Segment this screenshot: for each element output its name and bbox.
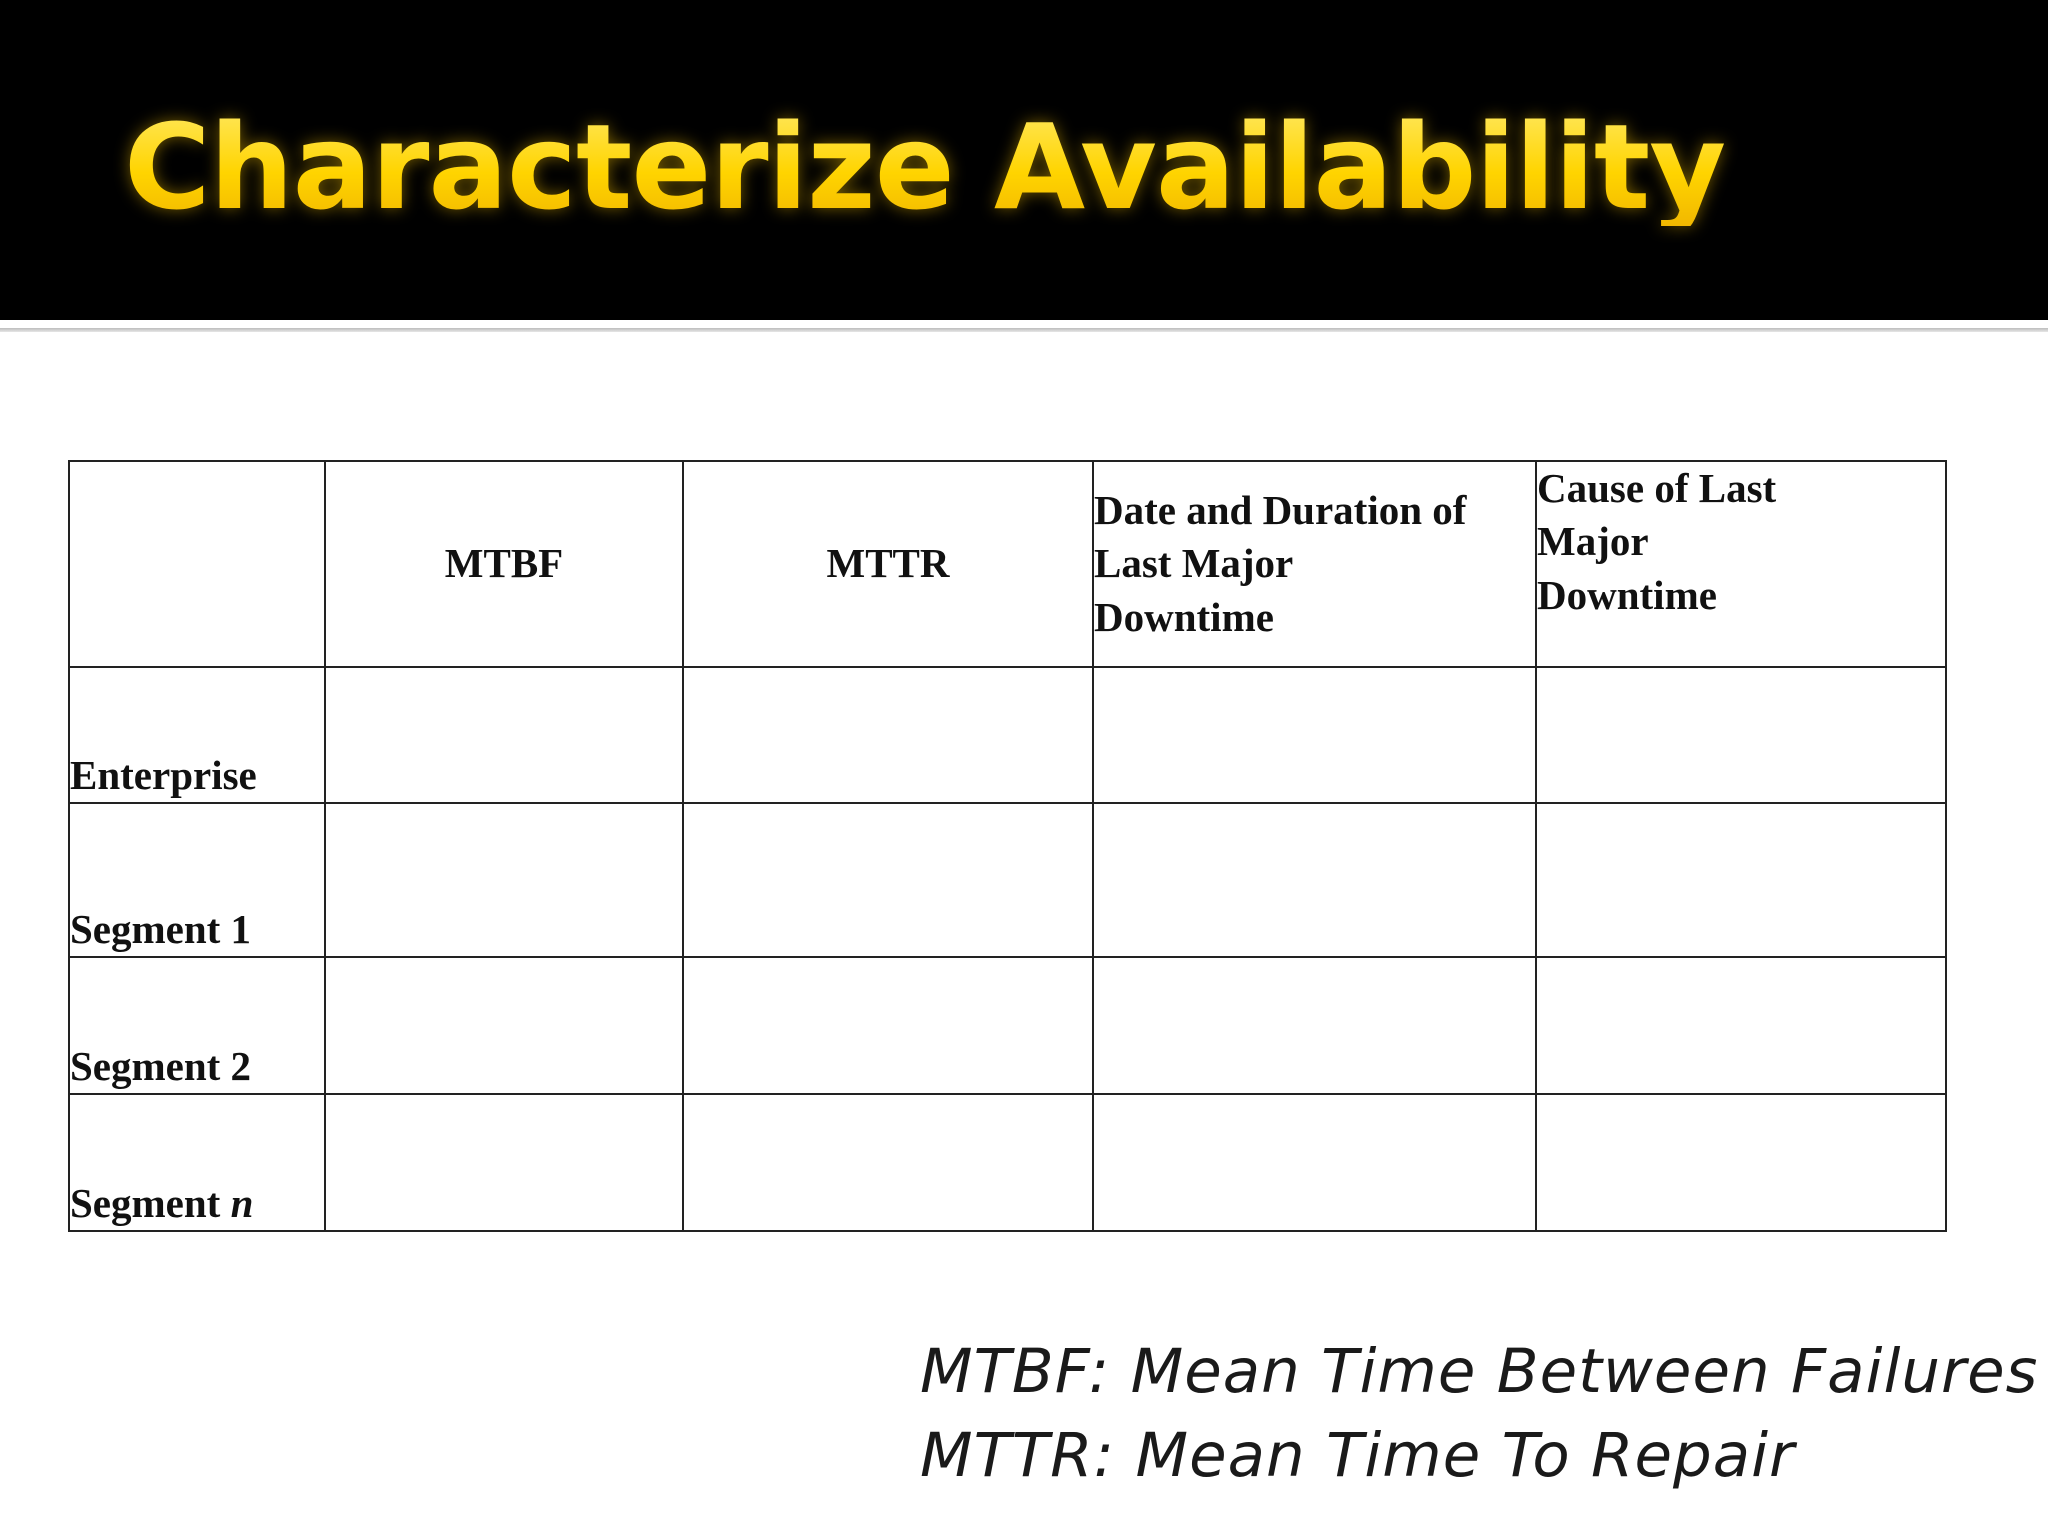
table-row (69, 803, 1946, 957)
row-label-suffix: n (230, 1179, 254, 1226)
header-cause-line: Downtime (1537, 571, 1717, 618)
cause-cell[interactable] (1536, 1094, 1946, 1231)
mttr-cell[interactable] (683, 957, 1093, 1094)
mttr-cell[interactable] (683, 667, 1093, 803)
mtbf-cell[interactable] (325, 667, 683, 803)
mtbf-cell[interactable] (325, 803, 683, 957)
header-mttr: MTTR (683, 461, 1093, 667)
table-header-row (69, 461, 1946, 667)
note-mttr: MTTR: Mean Time To Repair (920, 1420, 1796, 1491)
row-label-text: Segment (70, 1179, 231, 1226)
date-duration-cell[interactable] (1093, 1094, 1536, 1231)
mttr-cell[interactable] (683, 803, 1093, 957)
row-label-enterprise (69, 667, 325, 803)
header-cause-line: Cause of Last (1537, 465, 1777, 511)
header-date-duration-line: Date and Duration of (1094, 487, 1467, 534)
title-bar (0, 0, 2048, 320)
header-cause-line: Major (1537, 518, 1649, 565)
header-empty-cell (69, 461, 325, 667)
table-row (69, 957, 1946, 1094)
note-mtbf: MTBF: Mean Time Between Failures (920, 1336, 2039, 1407)
date-duration-cell[interactable] (1093, 667, 1536, 803)
slide-title: Characterize Availability (124, 98, 1726, 236)
header-mtbf: MTBF (325, 461, 683, 667)
cause-cell[interactable] (1536, 667, 1946, 803)
header-date-duration-line: Downtime (1094, 593, 1274, 640)
title-divider (0, 328, 2048, 332)
mtbf-cell[interactable] (325, 957, 683, 1094)
abbreviation-notes (920, 1330, 2038, 1498)
mtbf-cell[interactable] (325, 1094, 683, 1231)
mttr-cell[interactable] (683, 1094, 1093, 1231)
date-duration-cell[interactable] (1093, 803, 1536, 957)
table-row (69, 1094, 1946, 1231)
availability-table (68, 460, 1947, 1232)
table-row (69, 667, 1946, 803)
cause-cell[interactable] (1536, 803, 1946, 957)
row-label-text: Segment 1 (70, 905, 252, 952)
row-label-segment-n (69, 1094, 325, 1231)
row-label-text: Segment 2 (70, 1042, 252, 1089)
row-label-text: Enterprise (70, 751, 257, 798)
header-date-duration (1093, 461, 1536, 667)
cause-cell[interactable] (1536, 957, 1946, 1094)
row-label-segment-1 (69, 803, 325, 957)
header-date-duration-line: Last Major (1094, 540, 1294, 587)
header-cause (1536, 461, 1946, 667)
date-duration-cell[interactable] (1093, 957, 1536, 1094)
row-label-segment-2 (69, 957, 325, 1094)
